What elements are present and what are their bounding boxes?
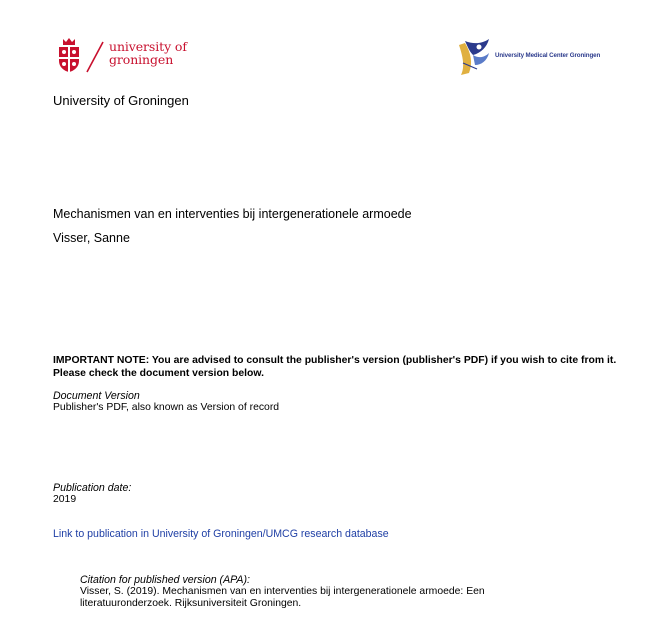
document-version-value: Publisher's PDF, also known as Version of record xyxy=(53,402,280,413)
rug-slash-icon xyxy=(85,41,105,73)
citation-text: Visser, S. (2019). Mechanismen van en interventies bij intergenerationele armoede: Een literatuuronderzoek. Rijksuniversiteit Groningen. xyxy=(80,586,485,609)
umcg-emblem-icon xyxy=(455,37,493,77)
citation-label: Citation for published version (APA): xyxy=(80,574,250,586)
rug-wordmark xyxy=(109,40,187,66)
publication-date-label: Publication date: xyxy=(53,482,132,494)
document-author: Visser, Sanne xyxy=(53,231,130,245)
important-note: IMPORTANT NOTE: You are advised to consult the publisher's version (publisher's PDF) if you wish to cite from it. Please check the document version below. xyxy=(53,355,617,379)
university-of-groningen-logo xyxy=(57,37,187,77)
document-version-label: Document Version xyxy=(53,390,140,402)
umcg-wordmark: University Medical Center Groningen xyxy=(495,52,601,59)
publication-date-value: 2019 xyxy=(53,494,77,505)
rug-wordmark-line2: groningen xyxy=(109,52,174,67)
umcg-logo xyxy=(455,37,645,79)
rug-crest-icon xyxy=(57,37,81,73)
document-title: Mechanismen van en interventies bij intergenerationele armoede xyxy=(53,207,412,221)
rug-wordmark-line1: university of xyxy=(109,39,187,54)
institution-name: University of Groningen xyxy=(53,93,189,108)
publication-database-link[interactable]: Link to publication in University of Groningen/UMCG research database xyxy=(53,528,389,540)
